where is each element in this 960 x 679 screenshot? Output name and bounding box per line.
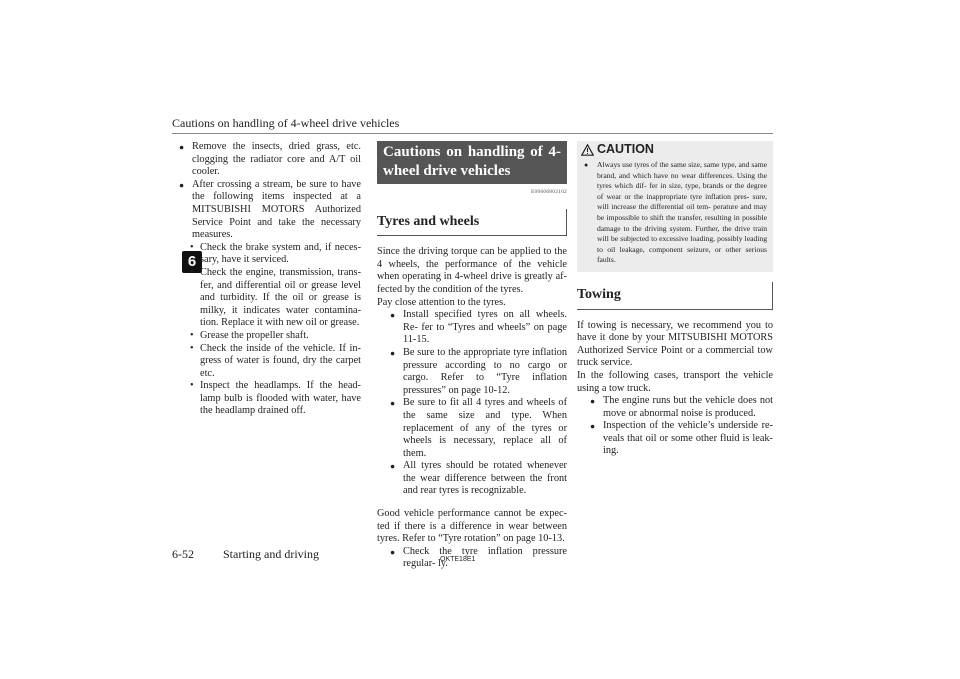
caution-box [577,141,773,272]
sub-list-item: • Grease the propeller shaft. [190,329,309,341]
caution-label: CAUTION [597,142,654,157]
subsection-title: Tyres and wheels [377,209,567,237]
header-divider [172,133,773,134]
sub-list-item: • Check the brake system and, if neces- sary, have it serviced. [190,241,361,266]
paragraph: Good vehicle performance cannot be expec- ted if there is a difference in wear between tyres. Refer to “Tyre rotation” on page 10-13. [377,508,567,545]
sub-list-item: • Check the inside of the vehicle. If in- gress of water is found, dry the carpet etc. [190,342,361,379]
attention-line: Pay close attention to the tyres. [377,296,506,308]
towing-intro: If towing is necessary, we recommend you to have it done by your MITSUBISHI MOTORS Authorized Service Point or a commercial tow truck service. [577,319,773,369]
list-item: ● All tyres should be rotated whenever the wear difference between the front and rear tyres is recognizable. [389,460,567,498]
list-item: ● Remove the insects, dried grass, etc. clogging the radiator core and A/T oil cooler. [178,141,361,179]
list-item: ● Check the tyre inflation pressure regular- ly. [389,546,567,571]
list-item: ● After crossing a stream, be sure to have the following items inspected at a MITSUBISHI MOTORS Authorized Service Point and take the necessary measures. [178,179,361,242]
caution-body [577,158,773,266]
towing-title: Towing [577,282,773,310]
caution-header [577,141,773,158]
list-item: ● Inspection of the vehicle’s underside re- veals that oil or some other fluid is leak- ing. [589,420,773,458]
list-item: ● Install specified tyres on all wheels. Re- fer to “Tyres and wheels” on page 11-15. [389,309,567,347]
sub-list-item: • Check the engine, transmission, trans- fer, and differential oil or grease level and turbidity. If the oil or grease is milky, it indicates water contamina- tion. Replace it with new oil or grease. [190,266,361,329]
section-code: E00606802102 [530,189,567,195]
document-code: OKTE18E1 [440,556,476,563]
towing-cases: In the following cases, transport the vehicle using a tow truck. [577,369,773,394]
list-item: ● Be sure to fit all 4 tyres and wheels of the same size and type. When replacement of any of the tyres or wheels is necessary, replace all of them. [389,397,567,460]
intro-paragraph: Since the driving torque can be applied to the 4 wheels, the performance of the vehicle when operating in 4-wheel drive is greatly af- fected by the condition of the tyres. [377,246,567,295]
section-title: Cautions on handling of 4- wheel drive vehicles [377,141,567,184]
caution-text: ● Always use tyres of the same size, same type, and same brand, and which have no wear differences. Using the tyres which dif- fer in size, type, brands or the degree of wear or the inappropriate tyre inflation pres- sure, will increase the differential oil tem- perature and may be impossible to shift the transfer, resulting in possible damage to the driving system. Further, the drive train will be subjected to excessive loading, possibly leading to oil leakage, component seizure, or other serious faults. [583,160,767,266]
footer-section: Starting and driving [223,547,319,561]
list-item: ● Be sure to the appropriate tyre inflation pressure according to no cargo or cargo. Refer to “Tyre inflation pressures” on page 10-12. [389,347,567,397]
page-number: 6-52 [172,547,194,561]
sub-list-item: • Inspect the headlamps. If the head- lamp bulb is flooded with water, have the headlamp drained off. [190,380,361,417]
chapter-tab: 6 [182,251,202,273]
left-column [178,141,361,418]
list-item: ● The engine runs but the vehicle does not move or abnormal noise is produced. [589,395,773,420]
right-column [577,141,773,458]
middle-column [377,141,567,571]
warning-triangle-icon [581,144,594,156]
running-header: Cautions on handling of 4-wheel drive vehicles [172,116,400,130]
